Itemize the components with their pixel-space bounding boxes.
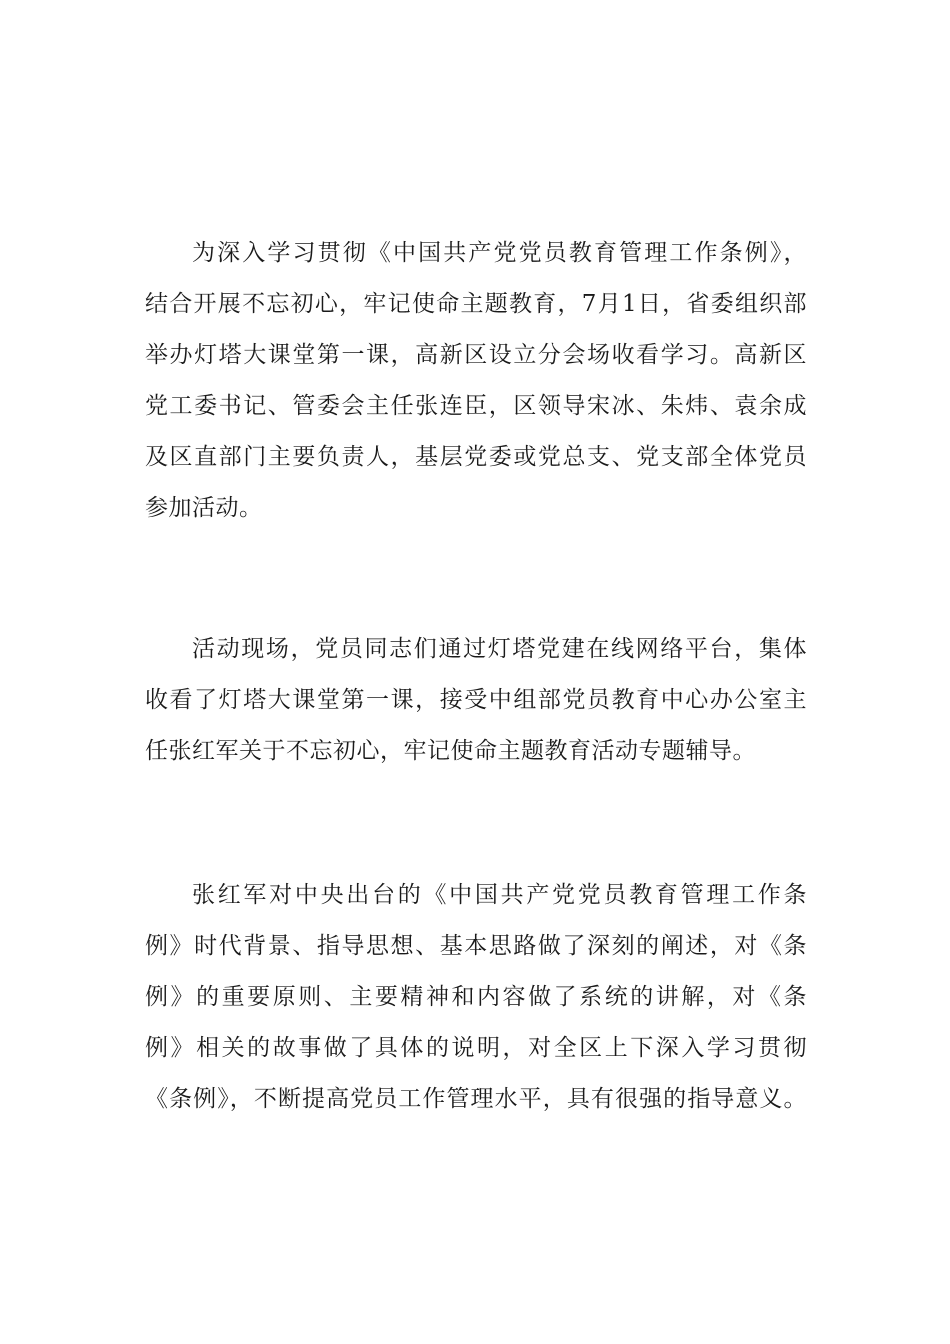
- paragraph-line: 党工委书记、管委会主任张连臣，区领导宋冰、朱炜、袁余成: [145, 393, 807, 419]
- paragraph-line: 张红军对中央出台的《中国共产党党员教育管理工作条: [192, 882, 807, 908]
- paragraph-3: [145, 870, 807, 1125]
- paragraph-line: 例》相关的故事做了具体的说明，对全区上下深入学习贯彻: [145, 1035, 807, 1061]
- paragraph-line: 收看了灯塔大课堂第一课，接受中组部党员教育中心办公室主: [145, 687, 807, 713]
- paragraph-line: 结合开展不忘初心，牢记使命主题教育，7月1日，省委组织部: [145, 291, 807, 317]
- paragraph-line: 为深入学习贯彻《中国共产党党员教育管理工作条例》，: [192, 240, 807, 266]
- paragraph-1: [145, 228, 807, 534]
- paragraph-line: 举办灯塔大课堂第一课，高新区设立分会场收看学习。高新区: [145, 342, 807, 368]
- paragraph-line: 及区直部门主要负责人，基层党委或党总支、党支部全体党员: [145, 444, 807, 470]
- paragraph-line: 参加活动。: [145, 495, 263, 521]
- paragraph-line: 例》的重要原则、主要精神和内容做了系统的讲解，对《条: [145, 984, 807, 1010]
- paragraph-line: 活动现场，党员同志们通过灯塔党建在线网络平台，集体: [192, 636, 807, 662]
- paragraph-line: 例》时代背景、指导思想、基本思路做了深刻的阐述，对《条: [145, 933, 807, 959]
- paragraph-line: 任张红军关于不忘初心，牢记使命主题教育活动专题辅导。: [145, 738, 756, 764]
- paragraph-line: 《条例》，不断提高党员工作管理水平，具有很强的指导意义。: [145, 1086, 807, 1112]
- paragraph-2: [145, 624, 807, 777]
